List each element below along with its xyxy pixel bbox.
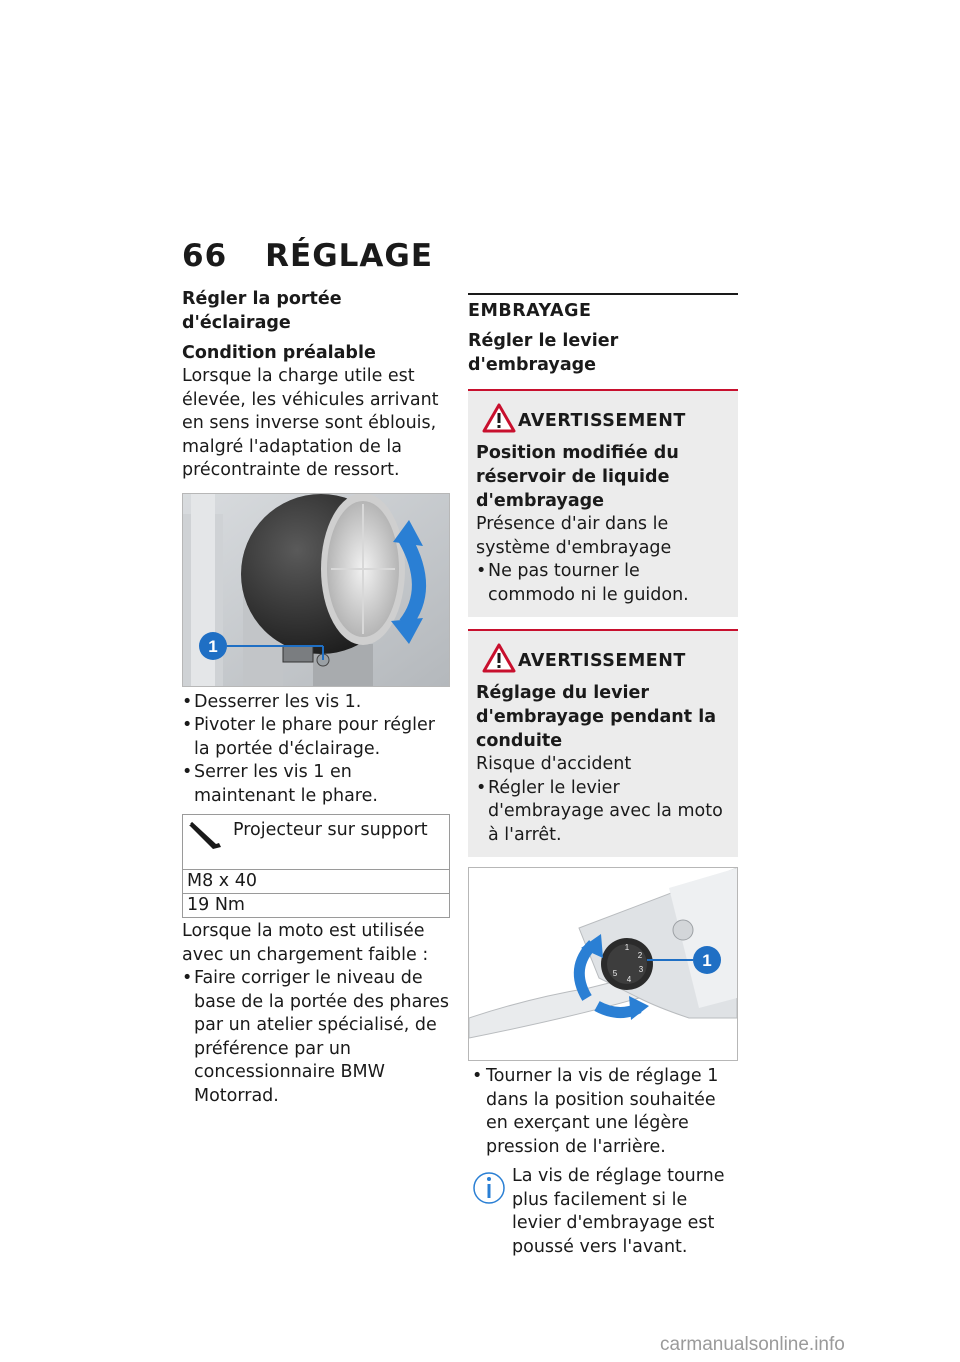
torque-label: Projecteur sur support bbox=[233, 820, 428, 840]
right-column bbox=[468, 287, 738, 1259]
torque-wrench-icon bbox=[187, 821, 227, 853]
warning-title-2: AVERTISSEMENT bbox=[476, 641, 730, 681]
headlight-illustration bbox=[183, 494, 449, 686]
dial-number: 5 bbox=[612, 969, 618, 978]
warning-triangle-icon bbox=[482, 403, 516, 433]
page-number: 66 bbox=[182, 238, 228, 274]
torque-value: 19 Nm bbox=[183, 893, 449, 917]
info-note-text: La vis de réglage tourne plus facilement si le levier d'embrayage est poussé vers l'avant. bbox=[512, 1166, 725, 1257]
paragraph-load: Lorsque la charge utile est élevée, les véhicules arrivant en sens inverse sont éblouis, malgré l'adaptation de la précontrainte de ressort. bbox=[182, 366, 439, 480]
step-workshop: • Faire corriger le niveau de base de la portée des phares par un atelier spécialisé, de préférence par un concessionnaire BMW Motorrad. bbox=[182, 967, 450, 1108]
section-title-headlight: Régler la portée d'éclairage bbox=[182, 289, 342, 333]
dial-number: 4 bbox=[626, 975, 632, 984]
warning-text-1: Présence d'air dans le système d'embrayage bbox=[476, 514, 672, 558]
torque-table bbox=[182, 814, 450, 918]
clutch-steps bbox=[468, 1065, 738, 1159]
figure-callout-1: 1 bbox=[208, 636, 218, 656]
torque-header bbox=[183, 815, 449, 869]
warning-heading-1: Position modifiée du réservoir de liquide d'embrayage bbox=[476, 443, 679, 511]
warning-title-1: AVERTISSEMENT bbox=[476, 401, 730, 441]
warning-box-1 bbox=[468, 389, 738, 617]
warning-text-2: Risque d'accident bbox=[476, 754, 632, 774]
headlight-figure bbox=[182, 493, 450, 687]
warning-bullet-1: • Ne pas tourner le commodo ni le guidon. bbox=[476, 560, 730, 607]
headlight-steps bbox=[182, 691, 450, 809]
step-1: • Desserrer les vis 1. bbox=[182, 691, 450, 715]
clutch-lever-figure bbox=[468, 867, 738, 1061]
dial-number: 1 bbox=[624, 943, 630, 952]
warning-bullet-2: • Régler le levier d'embrayage avec la moto à l'arrêt. bbox=[476, 777, 730, 848]
subheading-precondition: Condition préalable bbox=[182, 343, 376, 363]
paragraph-light-load: Lorsque la moto est utilisée avec un chargement faible : bbox=[182, 921, 429, 965]
clutch-lever-illustration bbox=[469, 868, 737, 1060]
warning-triangle-icon bbox=[482, 643, 516, 673]
subsection-title-clutch-lever: Régler le levier d'embrayage bbox=[468, 331, 619, 375]
watermark: carmanualsonline.info bbox=[660, 1334, 845, 1355]
warning-bullets-2 bbox=[476, 777, 730, 848]
warning-heading-2: Réglage du levier d'embrayage pendant la conduite bbox=[476, 683, 717, 751]
dial-number: 3 bbox=[638, 965, 644, 974]
section-title-clutch: EMBRAYAGE bbox=[468, 293, 738, 321]
left-column bbox=[182, 287, 450, 1108]
torque-size: M8 x 40 bbox=[183, 869, 449, 893]
chapter-title: RÉGLAGE bbox=[265, 238, 433, 274]
step-2: • Pivoter le phare pour régler la portée d'éclairage. bbox=[182, 714, 450, 761]
warning-bullets-1 bbox=[476, 560, 730, 607]
figure-callout-1: 1 bbox=[702, 951, 712, 970]
dial-number: 2 bbox=[637, 951, 643, 960]
warning-box-2 bbox=[468, 629, 738, 857]
info-note bbox=[468, 1165, 738, 1259]
light-load-steps bbox=[182, 967, 450, 1108]
step-adjust-screw: • Tourner la vis de réglage 1 dans la position souhaitée en exerçant une légère pression de l'arrière. bbox=[468, 1065, 738, 1159]
info-icon bbox=[472, 1169, 506, 1207]
page-header bbox=[182, 238, 433, 274]
step-3: • Serrer les vis 1 en maintenant le phare. bbox=[182, 761, 450, 808]
